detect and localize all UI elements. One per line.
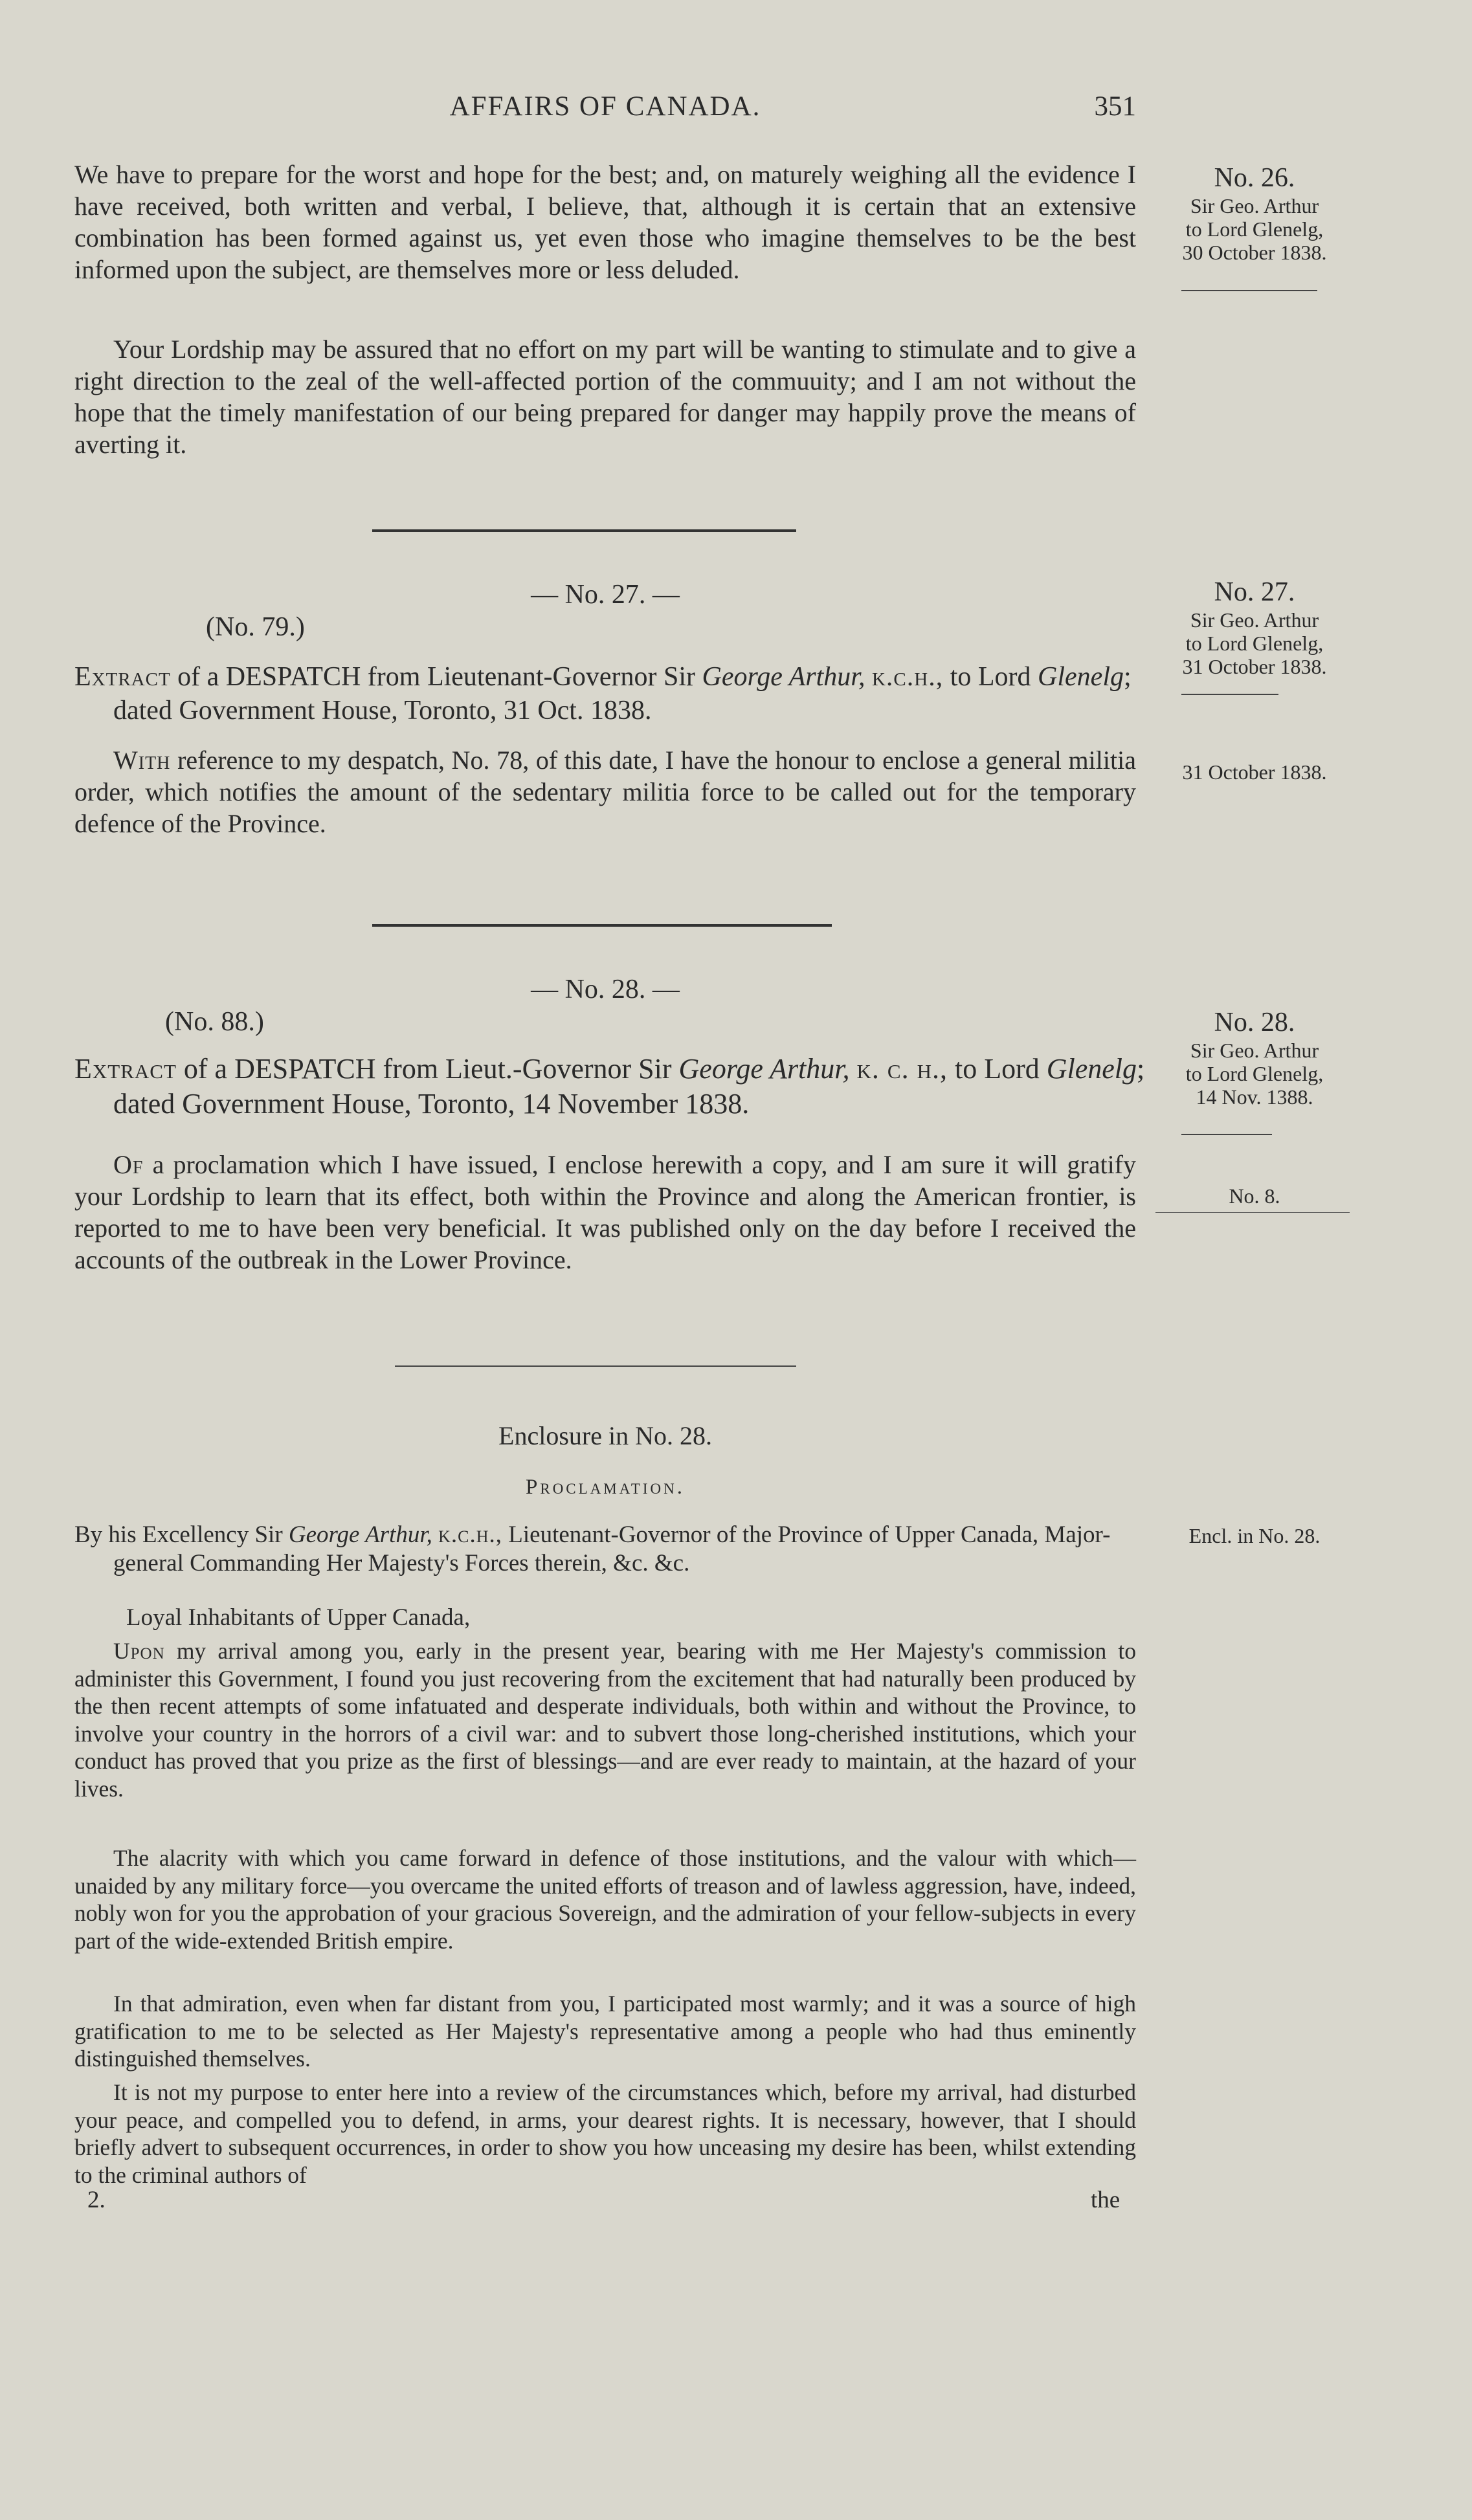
margin-note-27-line-1: Sir Geo. Arthur — [1190, 608, 1319, 632]
paragraph-27-first-word: With — [113, 746, 171, 775]
extract-line2-name: Glenelg — [1046, 1053, 1137, 1085]
proclamation-paragraph-3: In that admiration, even when far distant from you, I participated most warmly; and it was a source of high gratification to me to be selected as Her Majesty's representative among a people who had thus eminently distinguished themselves. — [74, 1991, 1136, 2072]
byline-text-a: By his Excellency Sir — [74, 1521, 283, 1548]
margin-note-28 — [1151, 1006, 1358, 1109]
margin-note-27-line-3: 31 October 1838. — [1182, 655, 1327, 678]
section-divider-1 — [372, 529, 796, 532]
margin-note-28-line-1: Sir Geo. Arthur — [1190, 1039, 1319, 1062]
extract-word: Extract — [74, 662, 171, 692]
byline-name: George Arthur, — [288, 1521, 432, 1548]
page-title: AFFAIRS OF CANADA. — [449, 91, 761, 122]
extract-text: of a DESPATCH from Lieutenant-Governor Sir — [177, 662, 695, 692]
byline-honour: k.c.h., — [438, 1521, 503, 1548]
extract-name: George Arthur, — [678, 1053, 850, 1085]
enclosure-title: Enclosure in No. 28. — [498, 1421, 712, 1450]
section-28-heading: — No. 28. — — [531, 975, 680, 1004]
page-number: 351 — [1094, 91, 1136, 122]
section-27-extract-title — [74, 660, 1175, 727]
extract-text: of a DESPATCH from Lieut.-Governor Sir — [183, 1053, 672, 1085]
section-27-ref: (No. 79.) — [206, 612, 305, 642]
paragraph-28-first-word: Of — [113, 1150, 144, 1179]
margin-note-28-line-3: 14 Nov. 1388. — [1196, 1085, 1313, 1109]
signature-mark: 2. — [87, 2187, 106, 2213]
margin-rule-26 — [1181, 290, 1317, 291]
margin-note-28-ref: No. 8. — [1229, 1184, 1280, 1208]
proclamation-paragraph-2: The alacrity with which you came forward in defence of those institutions, and the valour with which—unaided by any military force—you overcame the united efforts of treason and of lawless aggression, have, indeed, nobly won for you the approbation of your gracious Sovereign, and the admiration of your fellow-subjects in every part of the wide-extended British empire. — [74, 1845, 1136, 1954]
margin-note-27 — [1151, 576, 1358, 678]
margin-note-28-line-2: to Lord Glenelg, — [1185, 1062, 1324, 1085]
proclamation-byline — [74, 1521, 1175, 1578]
margin-note-28-number: No. 28. — [1214, 1008, 1295, 1037]
margin-note-enclosure: Encl. in No. 28. — [1188, 1524, 1321, 1547]
section-divider-3 — [395, 1365, 796, 1367]
margin-note-27-line-2: to Lord Glenelg, — [1185, 632, 1324, 655]
section-divider-2 — [372, 924, 832, 927]
extract-honour: k. c. h., — [856, 1053, 948, 1085]
paragraph-26-1: We have to prepare for the worst and hope for the best; and, on maturely weighing all the evidence I have received, both written and verbal, I believe, that, although it is certain that an extensive combination has been formed against us, yet even those who imagine themselves to be the best informed upon the subject, are themselves more or less deluded. — [74, 160, 1136, 284]
paragraph-27-text: reference to my despatch, No. 78, of this date, I have the honour to enclose a general militia order, which notifies the amount of the sedentary militia force to be called out for the temporary defence of the Province. — [74, 746, 1136, 838]
paragraph-27 — [74, 744, 1136, 839]
margin-note-26-line-1: Sir Geo. Arthur — [1190, 194, 1319, 217]
extract-line2-name: Glenelg — [1038, 662, 1124, 692]
margin-rule-27 — [1181, 694, 1278, 695]
extract-line2-b: ; dated Government House, Toronto, 14 November 1838. — [113, 1053, 1145, 1120]
extract-line2-a: to Lord — [954, 1053, 1040, 1085]
margin-rule-28 — [1181, 1134, 1272, 1135]
paragraph-28-text: a proclamation which I have issued, I enclose herewith a copy, and I am sure it will gratify your Lordship to learn that its effect, both within the Province and along the American frontier, is reported to me to have been very beneficial. It was published only on the day before I received the accounts of the outbreak in the Lower Province. — [74, 1150, 1136, 1274]
paragraph-26-2: Your Lordship may be assured that no effort on my part will be wanting to stimulate and to give a right direction to the zeal of the well-affected portion of the commuuity; and I am not without the hope that the timely manifestation of our being prepared for danger may happily prove the means of averting it. — [74, 335, 1136, 459]
proclamation-first-word: Upon — [113, 1638, 165, 1664]
running-header — [74, 91, 1136, 129]
extract-line2-b: ; dated Government House, Toronto, 31 Oct. 1838. — [113, 662, 1132, 725]
proclamation-paragraph-4: It is not my purpose to enter here into a review of the circumstances which, before my arrival, had disturbed your peace, and compelled you to defend, in arms, your dearest rights. It is necessary, however, that I should briefly advert to subsequent occurrences, in order to show you how unceasing my desire has been, whilst extending to the criminal authors of — [74, 2079, 1136, 2188]
extract-word: Extract — [74, 1053, 177, 1085]
extract-honour: k.c.h., — [871, 662, 944, 692]
catchword: the — [1091, 2187, 1121, 2213]
margin-note-27-date: 31 October 1838. — [1182, 760, 1327, 784]
byline-text-b: Lieutenant-Governor of the Province of Upper Canada, Major-general Commanding Her Majesty's Forces therein, &c. &c. — [113, 1521, 1111, 1576]
section-28-extract-title — [74, 1052, 1175, 1122]
margin-note-27-number: No. 27. — [1214, 577, 1295, 607]
paragraph-28 — [74, 1149, 1136, 1276]
extract-line2-a: to Lord — [950, 662, 1031, 692]
salutation: Loyal Inhabitants of Upper Canada, — [126, 1604, 471, 1631]
margin-note-26-number: No. 26. — [1214, 163, 1295, 193]
proclamation-paragraph-1 — [74, 1637, 1136, 1802]
section-27-heading: — No. 27. — — [531, 580, 680, 610]
extract-name: George Arthur, — [702, 662, 865, 692]
proclamation-p1-text: my arrival among you, early in the present year, bearing with me Her Majesty's commission to administer this Government, I found you just recovering from the excitement that had naturally been produced by the then recent attempts of some infatuated and desperate individuals, both within and without the Province, to involve your country in the horrors of a civil war: and to subvert those long-cherished institutions, which your conduct has proved that you prize as the first of blessings—and are ever ready to maintain, at the hazard of your lives. — [74, 1638, 1136, 1802]
margin-note-26-line-3: 30 October 1838. — [1182, 241, 1327, 264]
margin-note-26-line-2: to Lord Glenelg, — [1185, 217, 1324, 241]
proclamation-heading: Proclamation. — [526, 1476, 685, 1499]
margin-ref-rule — [1155, 1212, 1350, 1213]
margin-note-26 — [1151, 162, 1358, 264]
section-28-ref: (No. 88.) — [165, 1007, 264, 1037]
